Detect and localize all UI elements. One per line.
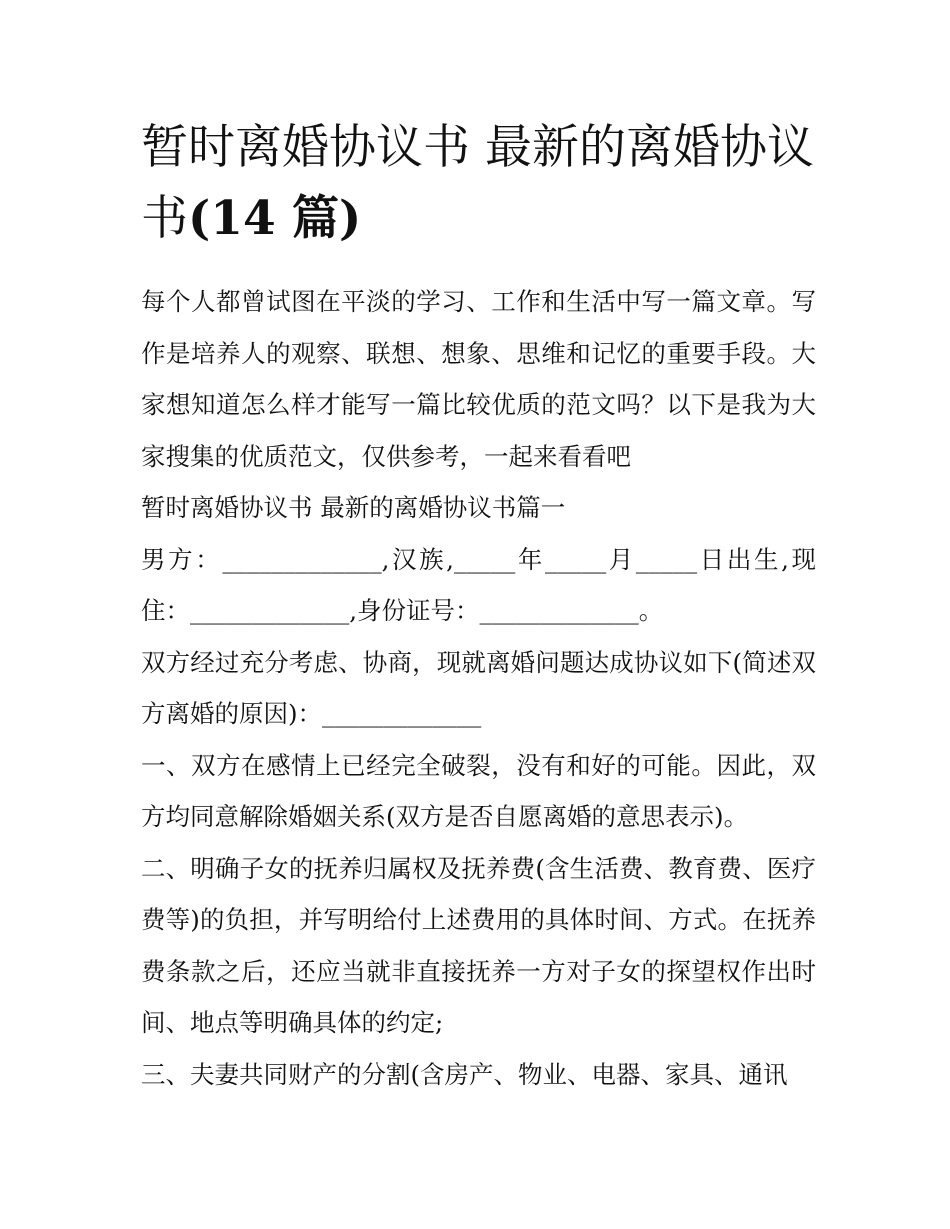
section-heading: 暂时离婚协议书 最新的离婚协议书篇一 xyxy=(141,493,566,522)
clause-two: 二、明确子女的抚养归属权及抚养费(含生活费、教育费、医疗费等)的负担，并写明给付上述费用的具体时间、方式。在抚养费条款之后，还应当就非直接抚养一方对子女的探望权作出时间、地点等明确具体的约定; xyxy=(141,853,816,1037)
reason-paragraph: 双方经过充分考虑、协商，现就离婚问题达成协议如下(简述双方离婚的原因)：_____________ xyxy=(141,647,816,728)
title-count: (14 篇) xyxy=(188,191,362,246)
document-page xyxy=(141,112,816,1100)
title-text: 暂时离婚协议书 最新的离婚协议书 xyxy=(141,120,814,246)
intro-paragraph: 每个人都曾试图在平淡的学习、工作和生活中写一篇文章。写作是培养人的观察、联想、想象、思维和记忆的重要手段。大家想知道怎么样才能写一篇比较优质的范文吗？以下是我为大家搜集的优质范文，仅供参考，一起来看看吧 xyxy=(141,287,816,471)
party-info-paragraph: 男方：_____________,汉族,_____年_____月_____日出生,现住：_____________,身份证号：_____________。 xyxy=(141,544,816,625)
clause-three: 三、夫妻共同财产的分割(含房产、物业、电器、家具、通讯 xyxy=(141,1059,788,1089)
document-title xyxy=(141,112,816,254)
clause-one: 一、双方在感情上已经完全破裂，没有和好的可能。因此，双方均同意解除婚姻关系(双方是否自愿离婚的意思表示)。 xyxy=(141,750,816,831)
document-body xyxy=(141,276,816,1100)
